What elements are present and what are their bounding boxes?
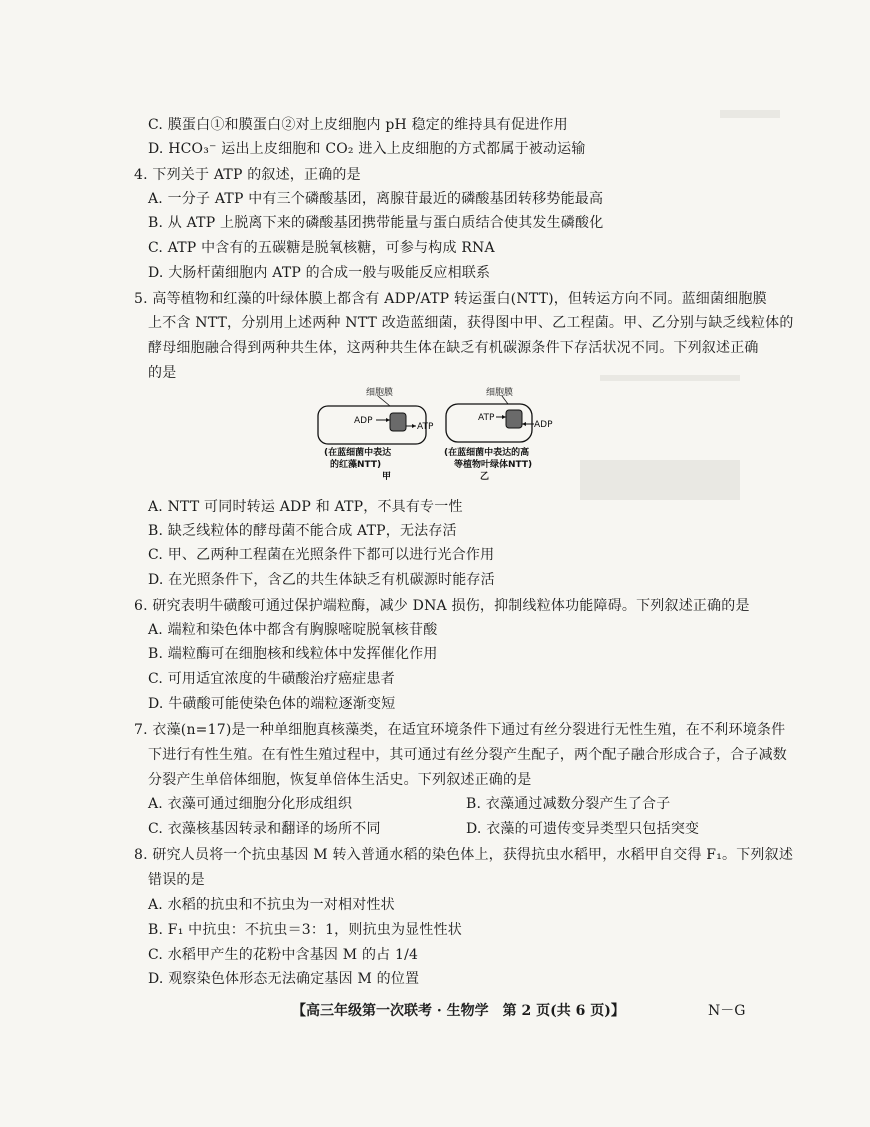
ntt-protein-yi (506, 410, 522, 428)
caption-yi-2: 等植物叶绿体NTT) (454, 460, 533, 470)
text-line-q5l4: 的是 (148, 365, 177, 381)
text-line-q8d: D. 观察染色体形态无法确定基因 M 的位置 (148, 971, 420, 987)
text-line-q6a: A. 端粒和染色体中都含有胸腺嘧啶脱氧核苷酸 (148, 622, 438, 638)
text-line-q7a: A. 衣藻可通过细胞分化形成组织 (148, 796, 353, 812)
paper-code: N－G (708, 1003, 746, 1019)
text-line-q4: 4. 下列关于 ATP 的叙述，正确的是 (134, 167, 361, 183)
text-line-q4c: C. ATP 中含有的五碳糖是脱氧核糖，可参与构成 RNA (148, 240, 495, 256)
text-line-q5a: A. NTT 可同时转运 ADP 和 ATP，不具有专一性 (148, 499, 463, 515)
text-line-q7l2: 下进行有性生殖。在有性生殖过程中，其可通过有丝分裂产生配子，两个配子融合形成合子，合子减数 (148, 747, 787, 763)
name-jia: 甲 (382, 472, 392, 482)
arrow-head (522, 422, 526, 426)
bleed-mark (600, 375, 740, 381)
text-line-q8l1: 8. 研究人员将一个抗虫基因 M 转入普通水稻的染色体上，获得抗虫水稻甲，水稻甲自交得 F₁。下列叙述 (134, 847, 794, 863)
text-line-q5l2: 上不含 NTT，分别用上述两种 NTT 改造蓝细菌，获得图中甲、乙工程菌。甲、乙分别与缺乏线粒体的 (148, 315, 794, 331)
text-line-q5l3: 酵母细胞融合得到两种共生体，这两种共生体在缺乏有机碳源条件下存活状况不同。下列叙述正确 (148, 340, 759, 356)
arrow-head (386, 418, 390, 422)
text-line-q7b: B. 衣藻通过减数分裂产生了合子 (466, 796, 671, 812)
membrane-label-yi: 细胞膜 (486, 388, 514, 398)
text-line-q6: 6. 研究表明牛磺酸可通过保护端粒酶，减少 DNA 损伤，抑制线粒体功能障碍。下列叙述正确的是 (134, 598, 750, 614)
bleed-mark (580, 460, 740, 500)
text-line-q7d: D. 衣藻的可遗传变异类型只包括突变 (466, 821, 700, 837)
footer-title: 【高三年级第一次联考 · 生物学 第 2 页(共 6 页)】 (292, 1003, 625, 1019)
adp-label-jia: ADP (354, 416, 373, 426)
text-line-q5d: D. 在光照条件下，含乙的共生体缺乏有机碳源时能存活 (148, 572, 495, 588)
text-line-q8a: A. 水稻的抗虫和不抗虫为一对相对性状 (148, 897, 395, 913)
membrane-label-jia: 细胞膜 (366, 388, 394, 398)
text-line-q8b: B. F₁ 中抗虫：不抗虫＝3：1，则抗虫为显性性状 (148, 922, 462, 938)
text-line-q8c: C. 水稻甲产生的花粉中含基因 M 的占 1/4 (148, 947, 419, 963)
text-line-q6b: B. 端粒酶可在细胞核和线粒体中发挥催化作用 (148, 646, 438, 662)
atp-label-jia: ATP (417, 422, 434, 432)
text-line-q5c: C. 甲、乙两种工程菌在光照条件下都可以进行光合作用 (148, 547, 495, 563)
caption-jia-1: (在蓝细菌中表达 (324, 448, 392, 458)
text-line-q4d: D. 大肠杆菌细胞内 ATP 的合成一般与吸能反应相联系 (148, 265, 491, 281)
text-line-q5l1: 5. 高等植物和红藻的叶绿体膜上都含有 ADP/ATP 转运蛋白(NTT)，但转运方向不同。蓝细菌细胞膜 (134, 291, 767, 307)
text-line-q8l2: 错误的是 (148, 872, 205, 888)
text-line-q3d: D. HCO₃⁻ 运出上皮细胞和 CO₂ 进入上皮细胞的方式都属于被动运输 (148, 141, 586, 157)
arrow-head (502, 415, 506, 419)
atp-label-yi: ATP (478, 413, 495, 423)
text-line-q6c: C. 可用适宜浓度的牛磺酸治疗癌症患者 (148, 671, 395, 687)
text-line-q4b: B. 从 ATP 上脱离下来的磷酸基团携带能量与蛋白质结合使其发生磷酸化 (148, 215, 604, 231)
adp-label-yi: ADP (534, 420, 553, 430)
text-line-q7l1: 7. 衣藻(n=17)是一种单细胞真核藻类，在适宜环境条件下通过有丝分裂进行无性生殖，在不利环境条件 (134, 722, 786, 738)
ntt-diagram-svg (310, 384, 560, 494)
caption-yi-1: (在蓝细菌中表达的高 (444, 448, 530, 458)
caption-jia-2: 的红藻NTT) (330, 460, 382, 470)
text-line-q6d: D. 牛磺酸可能使染色体的端粒逐渐变短 (148, 696, 396, 712)
arrow-head (412, 424, 416, 428)
ntt-diagram (310, 384, 560, 494)
bleed-mark (720, 110, 780, 118)
name-yi: 乙 (480, 472, 490, 482)
ntt-protein-jia (390, 413, 406, 431)
text-line-q4a: A. 一分子 ATP 中有三个磷酸基团，离腺苷最近的磷酸基团转移势能最高 (148, 191, 604, 207)
text-line-q5b: B. 缺乏线粒体的酵母菌不能合成 ATP，无法存活 (148, 523, 457, 539)
text-line-q7c: C. 衣藻核基因转录和翻译的场所不同 (148, 821, 381, 837)
text-line-q3c: C. 膜蛋白①和膜蛋白②对上皮细胞内 pH 稳定的维持具有促进作用 (148, 117, 568, 133)
text-line-q7l3: 分裂产生单倍体细胞，恢复单倍体生活史。下列叙述正确的是 (148, 772, 532, 788)
